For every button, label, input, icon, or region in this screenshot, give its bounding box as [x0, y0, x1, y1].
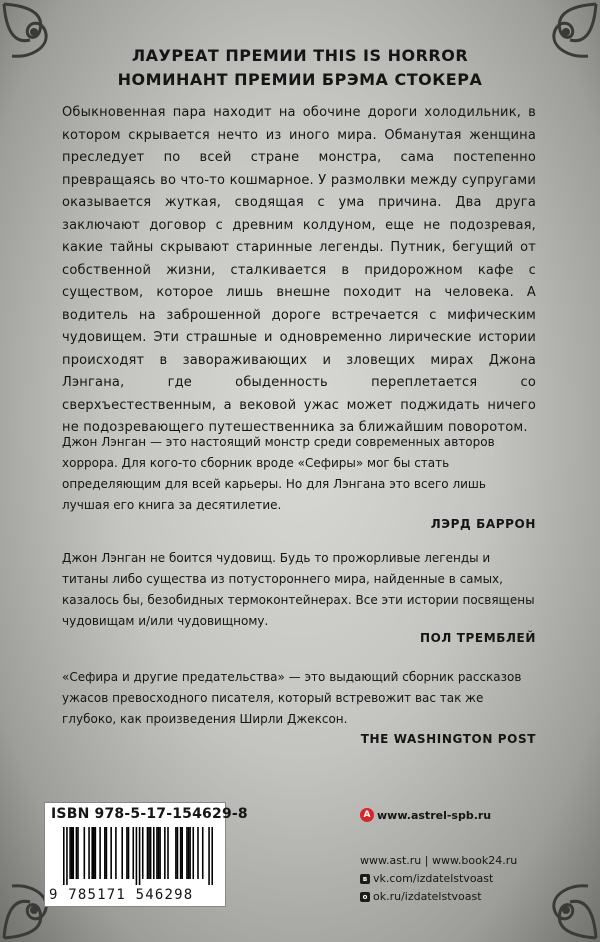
barcode-bar [211, 827, 213, 885]
barcode-bar [148, 827, 150, 879]
review-text-1: Джон Лэнган — это настоящий монстр среди современных авторов хоррора. Для кого-то сборник вроде «Сефиры» мог бы стать определяющим для всей карьеры. Но для Лэнгана это всего лишь лучшая его книга за десятилетие. [62, 435, 495, 512]
vk-link[interactable]: vk.com/izdatelstvoast [373, 872, 494, 885]
review-author-2: ПОЛ ТРЕМБЛЕЙ [419, 631, 536, 645]
publisher-site-url[interactable]: www.astrel-spb.ru [377, 808, 492, 822]
barcode-bar [202, 827, 204, 879]
barcode-bar [128, 827, 130, 879]
award-header [0, 44, 600, 92]
barcode-bar [186, 827, 188, 879]
publisher-links [360, 852, 517, 906]
ok-link[interactable]: ok.ru/izdatelstvoast [373, 890, 482, 903]
barcode-bar [99, 827, 101, 879]
barcode-bar [126, 827, 128, 879]
ok-row[interactable] [360, 888, 517, 906]
ast-logo-icon: A [360, 808, 374, 822]
barcode-bar [76, 827, 78, 879]
barcode-bar [142, 827, 144, 879]
barcode-bar [177, 827, 179, 879]
barcode-bar [188, 827, 190, 879]
barcode-bar [175, 827, 177, 879]
barcode-bar [91, 827, 93, 879]
ean-number: 9 785171 546298 [49, 887, 194, 903]
barcode-bar [77, 827, 79, 879]
barcode-panel [44, 802, 248, 907]
barcode-bar [167, 827, 169, 879]
barcode-bar [189, 827, 191, 879]
barcode-bar [153, 827, 155, 879]
barcode-bar [66, 827, 68, 885]
barcode-bar [136, 827, 138, 885]
barcode-bar [95, 827, 97, 879]
barcode-bar [147, 827, 149, 879]
corner-ornament-bottom-right [530, 872, 600, 942]
barcode-bar [192, 827, 194, 879]
review-text-3: «Сефира и другие предательства» — это выдающий сборник рассказов ужасов превосходного писателя, который встревожит вас так же глубоко, как произведения Ширли Джексон. [62, 670, 522, 726]
award-line-1: ЛАУРЕАТ ПРЕМИИ THIS IS HORROR [131, 46, 469, 65]
barcode-bar [63, 827, 65, 885]
award-line-2: НОМИНАНТ ПРЕМИИ БРЭМА СТОКЕРА [117, 70, 483, 89]
barcode-bar [159, 827, 161, 879]
review-text-2: Джон Лэнган не боится чудовищ. Будь то прожорливые легенды и титаны либо существа из потустороннего мира, найденные в самых, казалось бы, безобидных термоконтейнерах. Все эти истории посвящены чудовищам и/или чудовищному. [62, 551, 535, 628]
barcode-bar [104, 827, 106, 879]
barcode-bar [139, 827, 141, 885]
barcode-bar [71, 827, 73, 879]
barcode-bar [106, 827, 108, 879]
sites-text[interactable]: www.ast.ru | www.book24.ru [360, 854, 518, 867]
barcode-bar [115, 827, 117, 879]
barcode-bar [110, 827, 112, 879]
barcode-bar [158, 827, 160, 879]
isbn-number: ISBN 978-5-17-154629-8 [51, 806, 248, 822]
barcode-graphic [63, 827, 213, 885]
barcode-bar [88, 827, 90, 879]
barcode-bar [93, 827, 95, 879]
barcode-bar [208, 827, 210, 885]
barcode-bar [180, 827, 182, 879]
barcode-bar [181, 827, 183, 879]
barcode-bar [72, 827, 74, 879]
barcode-bar [84, 827, 86, 879]
barcode-bar [150, 827, 152, 879]
sites-row[interactable] [360, 852, 517, 870]
review-author-3: THE WASHINGTON POST [360, 732, 536, 746]
barcode-bar [69, 827, 71, 879]
barcode-bar [156, 827, 158, 879]
book-description: Обыкновенная пара находит на обочине дороги холодильник, в котором скрывается нечто из иного мира. Обманутая женщина преследует по всей стране монстра, сама постепенно превращаясь во что-то кошмарное. У размолвки между супругами оказывается жуткая, сводящая с ума причина. Два друга заключают договор с древним колдуном, еще не подозревая, какие тайны скрывают старинные легенды. Путник, бегущий от собственной жизни, сталкивается в придорожном кафе с существом, которое лишь внешне походит на человека. А водитель на заброшенной дороге встречается с мифическим чудовищем. Эти страшные и одновременно лирические истории происходят в завораживающих и зловещих мирах Джона Лэнгана, где обыденность переплетается со сверхъестественным, а вековой ужас может поджидать ничего не подозревающего путешественника за ближайшим поворотом. [62, 105, 536, 435]
vk-icon: в [360, 874, 370, 884]
publisher-site[interactable] [360, 808, 491, 822]
review-author-1: ЛЭРД БАРРОН [430, 517, 536, 531]
barcode-bar [197, 827, 199, 879]
barcode-bar [121, 827, 123, 879]
barcode-bar [164, 827, 166, 879]
vk-row[interactable] [360, 870, 517, 888]
barcode-bar [132, 827, 134, 879]
ok-icon: о [360, 892, 370, 902]
